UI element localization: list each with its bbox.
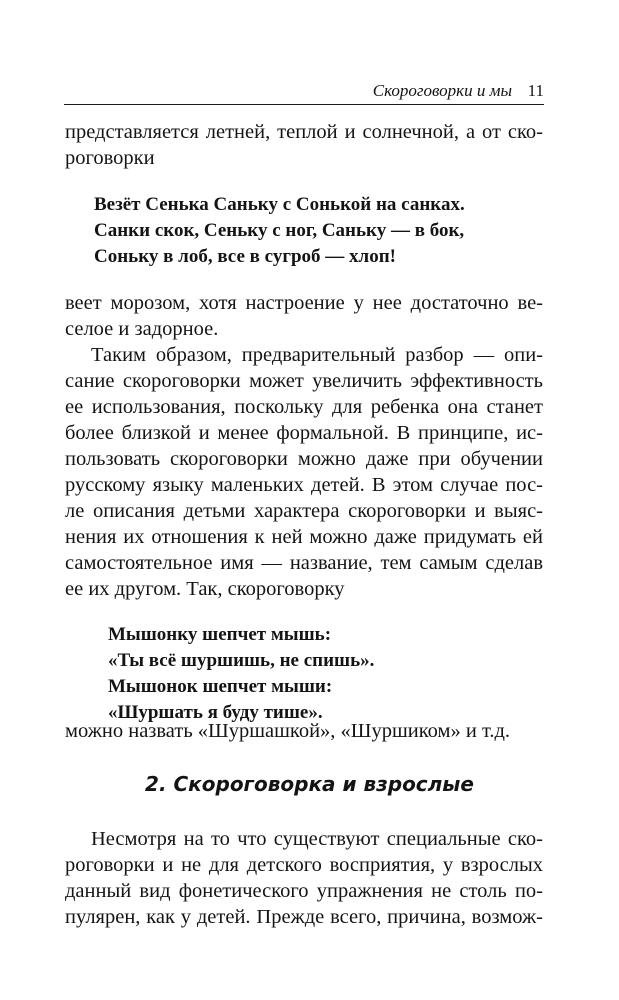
text-line: веет морозом, хотя настроение у нее достаточно ве- xyxy=(65,292,543,314)
verse-line: Мышонок шепчет мыши: xyxy=(108,676,333,697)
text-line: данный вид фонетического упражнения не столь по- xyxy=(65,880,543,902)
verse-line: Везёт Сенька Саньку с Сонькой на санках. xyxy=(94,194,465,215)
verse-line: «Шуршать я буду тише». xyxy=(108,702,323,723)
text-line: Таким образом, предварительный разбор — опи- xyxy=(91,344,543,366)
verse-line: Санки скок, Сеньку с ног, Саньку — в бок, xyxy=(94,220,465,241)
text-line: представляется летней, теплой и солнечной, а от ско- xyxy=(65,121,543,143)
text-line: самостоятельное имя — название, тем самым сделав xyxy=(65,552,543,574)
text-line: ее их другом. Так, скороговорку xyxy=(65,578,345,600)
section-heading: 2. Скороговорка и взрослые xyxy=(145,772,474,796)
verse-line: Мышонку шепчет мышь: xyxy=(108,624,332,645)
running-header xyxy=(64,80,544,105)
text-line: нения их отношения к ней можно даже придумать ей xyxy=(65,526,543,548)
text-line: ле описания детьми характера скороговорки и выяс- xyxy=(65,500,543,522)
text-line: можно назвать «Шуршашкой», «Шуршиком» и т.д. xyxy=(65,720,511,742)
verse-line: Соньку в лоб, все в сугроб — хлоп! xyxy=(94,246,396,267)
text-line: пулярен, как у детей. Прежде всего, причина, возмож- xyxy=(65,906,543,928)
text-line: русскому языку маленьких детей. В этом случае пос- xyxy=(65,474,543,496)
text-line: селое и задорное. xyxy=(65,318,219,340)
text-line: ее использования, поскольку для ребенка она станет xyxy=(65,396,543,418)
text-line: роговорки и не для детского восприятия, у взрослых xyxy=(65,854,543,876)
text-line: пользовать скороговорки можно даже при обучении xyxy=(65,448,543,470)
running-title: Скороговорки и мы xyxy=(372,81,512,100)
text-line: Несмотря на то что существуют специальные ско- xyxy=(91,828,543,850)
text-line: сание скороговорки может увеличить эффективность xyxy=(65,370,543,392)
text-line: более близкой и менее формальной. В принципе, ис- xyxy=(65,422,543,444)
page-number: 11 xyxy=(527,81,544,100)
text-line: роговорки xyxy=(65,147,155,169)
verse-line: «Ты всё шуршишь, не спишь». xyxy=(108,650,375,671)
